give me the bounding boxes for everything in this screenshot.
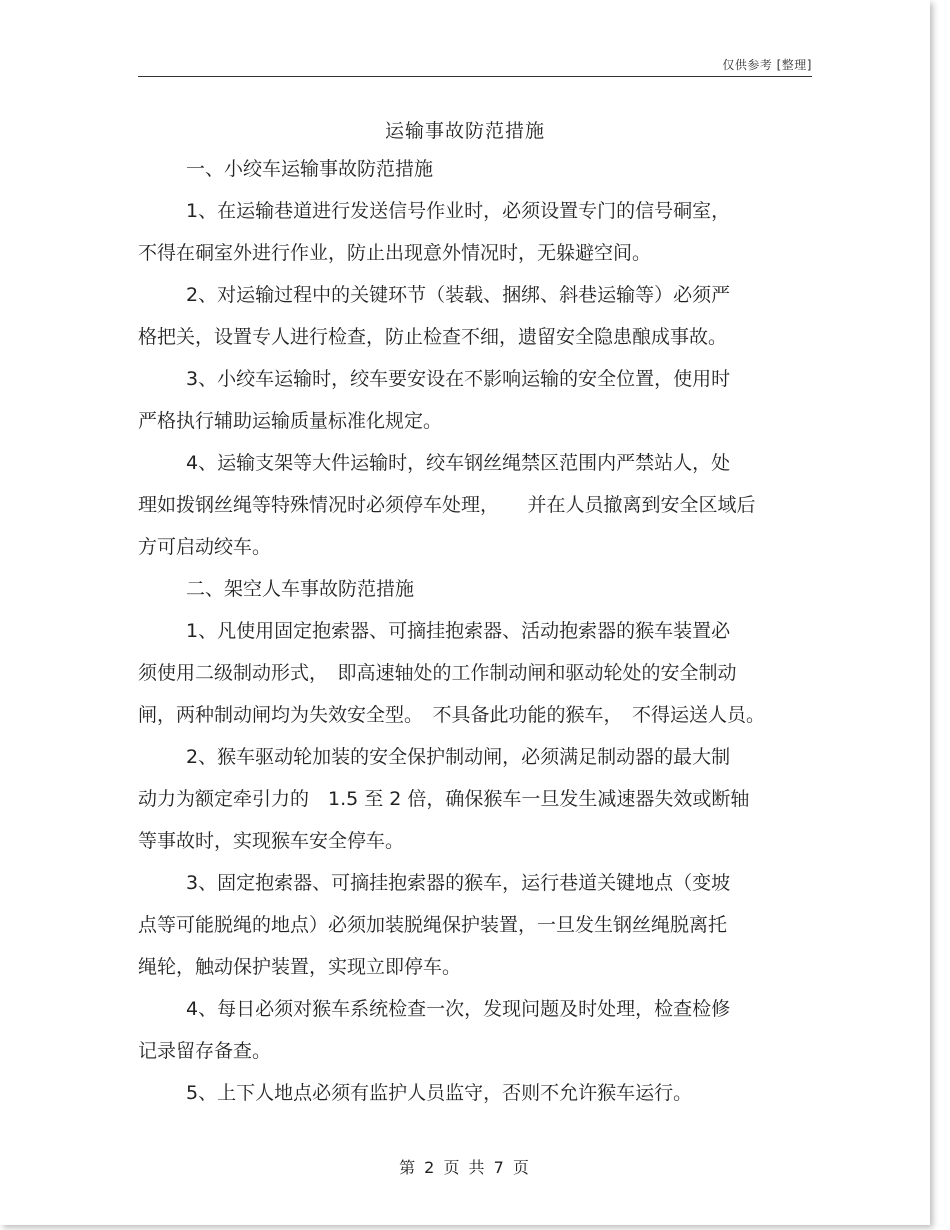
paragraph-line: 严格执行辅助运输质量标准化规定。 [138,410,443,432]
paragraph-line: 3、固定抱索器、可摘挂抱索器的猴车，运行巷道关键地点（变坡 [186,872,731,894]
paragraph-line: 2、猴车驱动轮加装的安全保护制动闸，必须满足制动器的最大制 [186,746,731,768]
paragraph-line: 闸，两种制动闸均为失效安全型。 不具备此功能的猴车， 不得运送人员。 [138,704,766,726]
paragraph-line: 理如拨钢丝绳等特殊情况时必须停车处理， 并在人员撤离到安全区域后 [138,494,756,516]
paragraph-line: 不得在硐室外进行作业，防止出现意外情况时，无躲避空间。 [138,242,652,264]
paragraph-line: 一、小绞车运输事故防范措施 [186,158,434,180]
paragraph-line: 记录留存备查。 [138,1040,272,1062]
paragraph-line: 3、小绞车运输时，绞车要安设在不影响运输的安全位置，使用时 [186,368,731,390]
paragraph-line: 点等可能脱绳的地点）必须加装脱绳保护装置，一旦发生钢丝绳脱离托 [138,914,728,936]
paragraph-line: 1、凡使用固定抱索器、可摘挂抱索器、活动抱索器的猴车装置必 [186,620,731,642]
header-rule [138,76,812,77]
paragraph-line: 格把关，设置专人进行检查，防止检查不细，遗留安全隐患酿成事故。 [138,326,728,348]
paragraph-line: 4、运输支架等大件运输时，绞车钢丝绳禁区范围内严禁站人，处 [186,452,731,474]
document-title: 运输事故防范措施 [384,120,545,142]
paragraph-line: 绳轮，触动保护装置，实现立即停车。 [138,956,462,978]
paragraph-line: 4、每日必须对猴车系统检查一次，发现问题及时处理，检查检修 [186,998,731,1020]
paragraph-line: 须使用二级制动形式， 即高速轴处的工作制动闸和驱动轮处的安全制动 [138,662,737,684]
paragraph-line: 方可启动绞车。 [138,536,272,558]
page-footer: 第 2 页 共 7 页 [399,1158,531,1177]
page-header: 仅供参考 [整理] [722,58,812,72]
paragraph-line: 动力为额定牵引力的 1.5 至 2 倍，确保猴车一旦发生减速器失效或断轴 [138,788,750,810]
paragraph-line: 等事故时，实现猴车安全停车。 [138,830,405,852]
document-body [138,148,818,1114]
paragraph-line: 1、在运输巷道进行发送信号作业时，必须设置专门的信号硐室， [186,200,731,222]
paragraph-line: 二、架空人车事故防范措施 [186,578,415,600]
paragraph-line: 2、对运输过程中的关键环节（装载、捆绑、斜巷运输等）必须严 [186,284,731,306]
paragraph-line: 5、上下人地点必须有监护人员监守，否则不允许猴车运行。 [186,1082,693,1104]
